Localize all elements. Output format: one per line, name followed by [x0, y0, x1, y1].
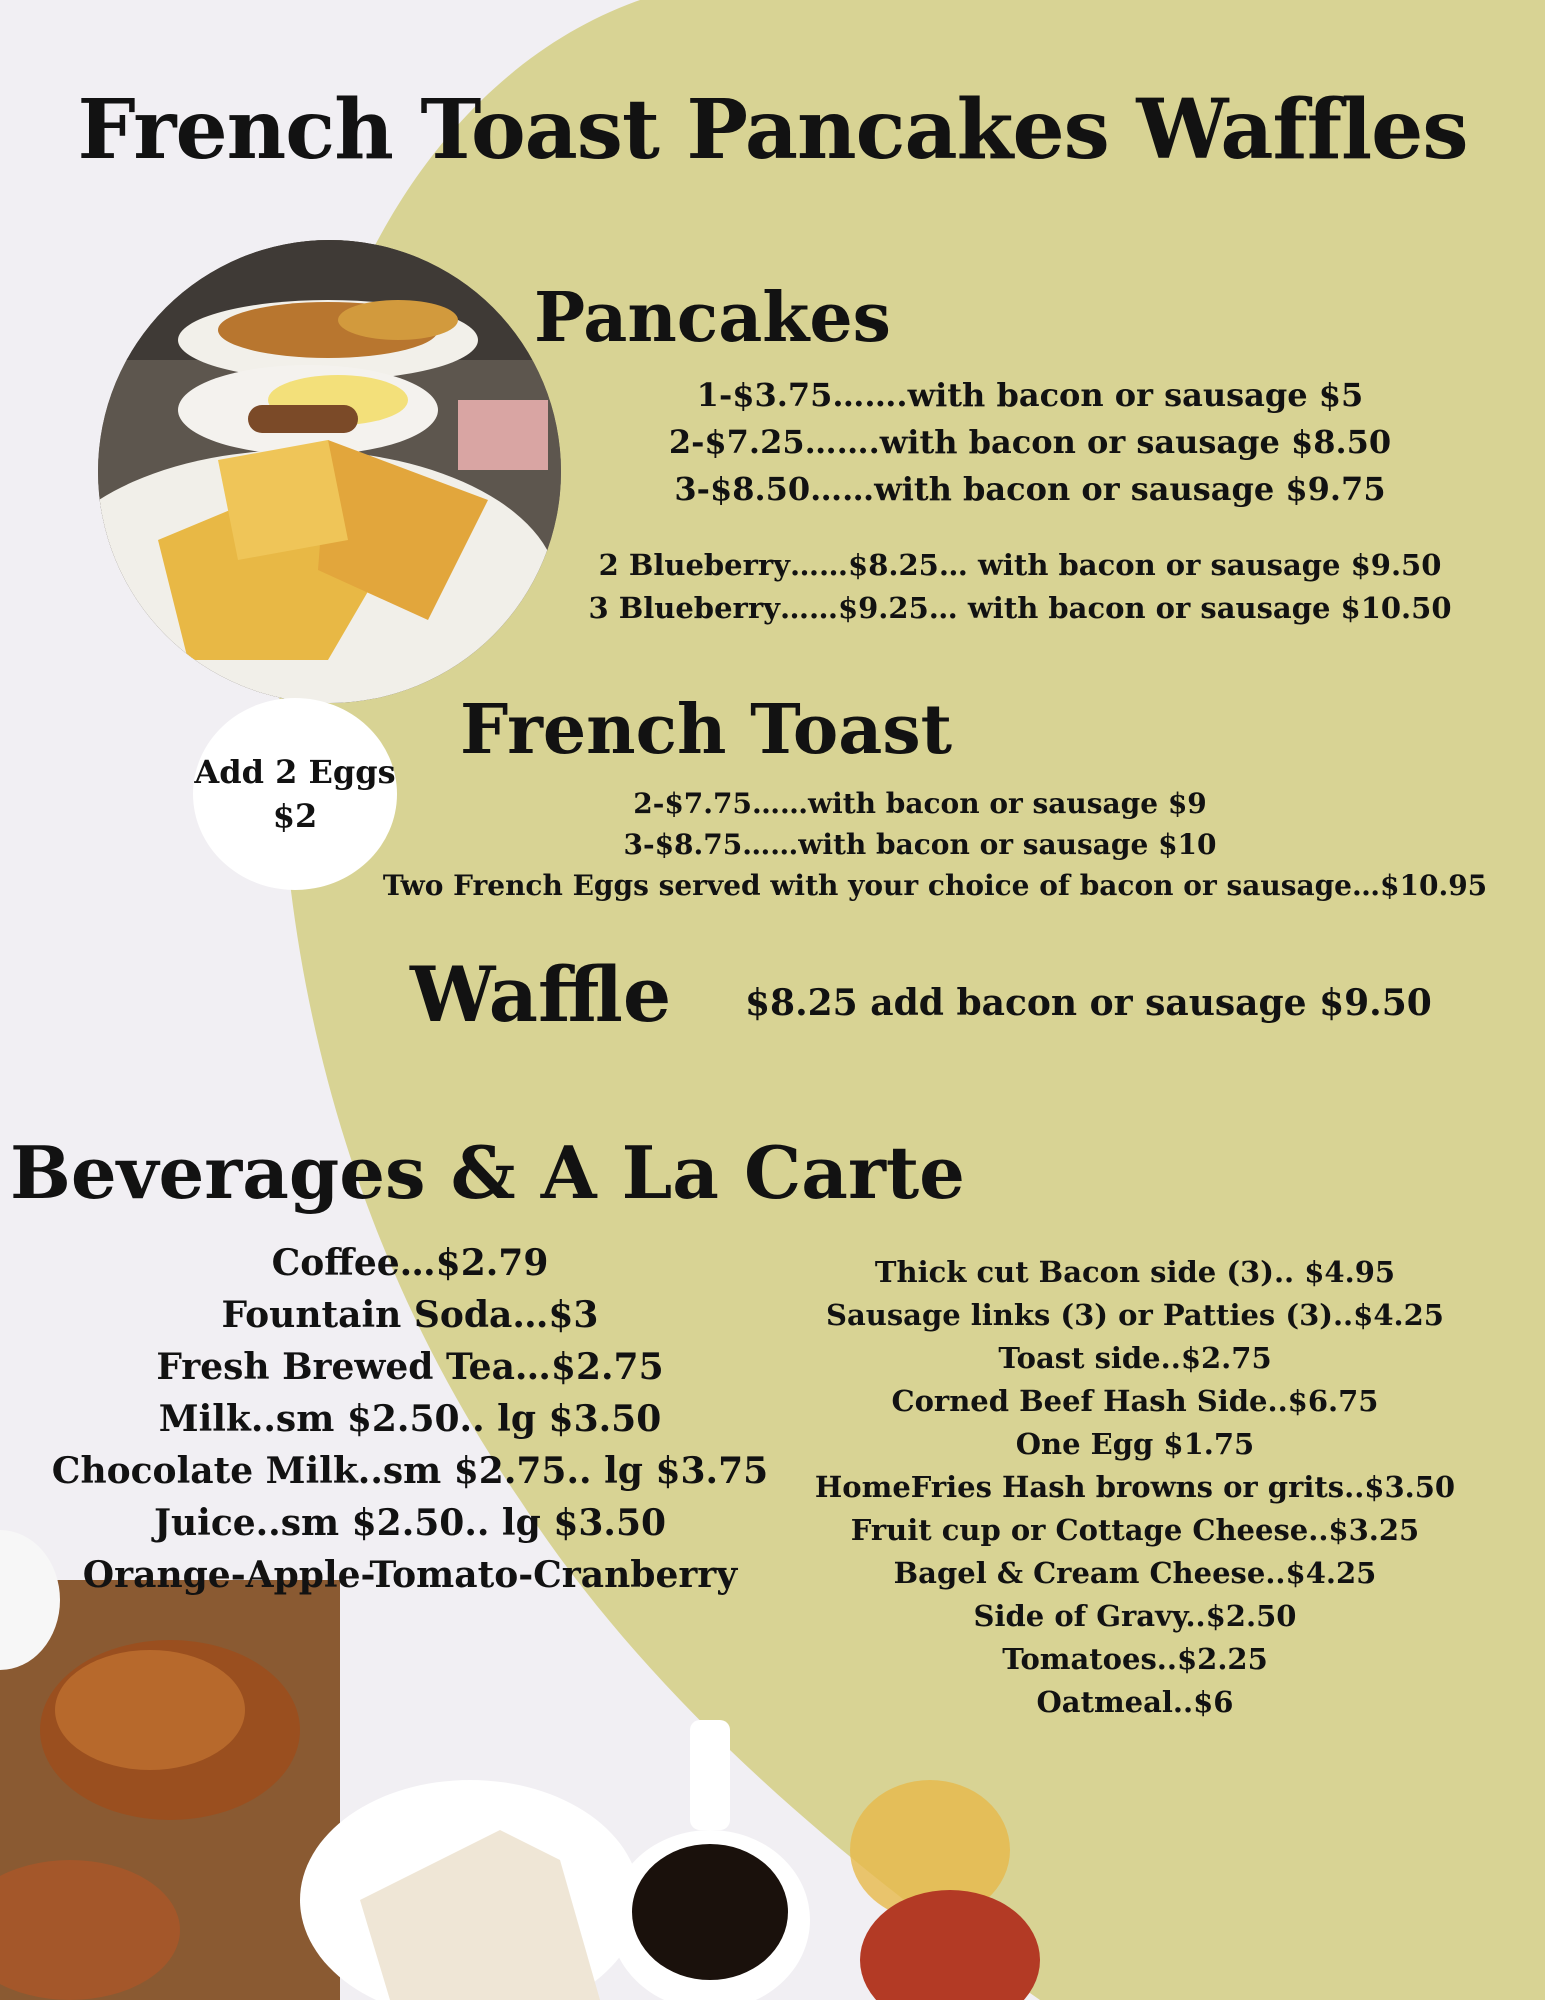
beverage-item: Juice..sm $2.50.. lg $3.50 [153, 1502, 667, 1544]
side-item: Tomatoes..$2.25 [1002, 1642, 1268, 1676]
french-toast-item: Two French Eggs served with your choice of bacon or sausage…$10.95 [382, 869, 1488, 902]
beverage-item: Coffee…$2.79 [271, 1242, 549, 1284]
side-item: Thick cut Bacon side (3).. $4.95 [874, 1255, 1396, 1289]
beverage-item: Fountain Soda…$3 [221, 1294, 599, 1336]
beverage-item: Milk..sm $2.50.. lg $3.50 [158, 1398, 662, 1440]
menu-title: French Toast Pancakes Waffles [77, 82, 1468, 178]
breakfast-plates-photo [98, 240, 561, 703]
side-item: Oatmeal..$6 [1036, 1685, 1234, 1719]
side-item: One Egg $1.75 [1015, 1427, 1255, 1461]
badge-line2: $2 [272, 797, 318, 835]
side-item: Toast side..$2.75 [998, 1341, 1272, 1375]
beverage-item: Orange-Apple-Tomato-Cranberry [82, 1554, 738, 1596]
beverages-heading: Beverages & A La Carte [10, 1130, 965, 1215]
waffle-heading: Waffle [410, 950, 672, 1039]
french-toast-heading: French Toast [460, 690, 953, 770]
waffle-price: $8.25 add bacon or sausage $9.50 [745, 982, 1432, 1024]
side-item: Corned Beef Hash Side..$6.75 [891, 1384, 1379, 1418]
french-toast-item: 2-$7.75……with bacon or sausage $9 [633, 787, 1207, 820]
side-item: Side of Gravy..$2.50 [973, 1599, 1297, 1633]
beverage-item: Chocolate Milk..sm $2.75.. lg $3.75 [51, 1450, 769, 1492]
french-toast-item: 3-$8.75……with bacon or sausage $10 [623, 828, 1217, 861]
badge-line1: Add 2 Eggs [194, 753, 396, 791]
pancake-item: 2-$7.25…….with bacon or sausage $8.50 [668, 423, 1392, 461]
pancakes-heading: Pancakes [534, 278, 891, 358]
add-eggs-badge [193, 698, 397, 890]
pancake-item: 3-$8.50……with bacon or sausage $9.75 [674, 470, 1386, 508]
side-item: Sausage links (3) or Patties (3)..$4.25 [826, 1298, 1444, 1332]
pancake-item: 1-$3.75…….with bacon or sausage $5 [696, 376, 1364, 414]
side-item: Fruit cup or Cottage Cheese..$3.25 [850, 1513, 1420, 1547]
blueberry-item: 3 Blueberry……$9.25… with bacon or sausage $10.50 [588, 591, 1452, 625]
beverage-item: Fresh Brewed Tea…$2.75 [156, 1346, 664, 1388]
side-item: Bagel & Cream Cheese..$4.25 [893, 1556, 1377, 1590]
blueberry-item: 2 Blueberry……$8.25… with bacon or sausage $9.50 [598, 548, 1442, 582]
side-item: HomeFries Hash browns or grits..$3.50 [814, 1470, 1456, 1504]
